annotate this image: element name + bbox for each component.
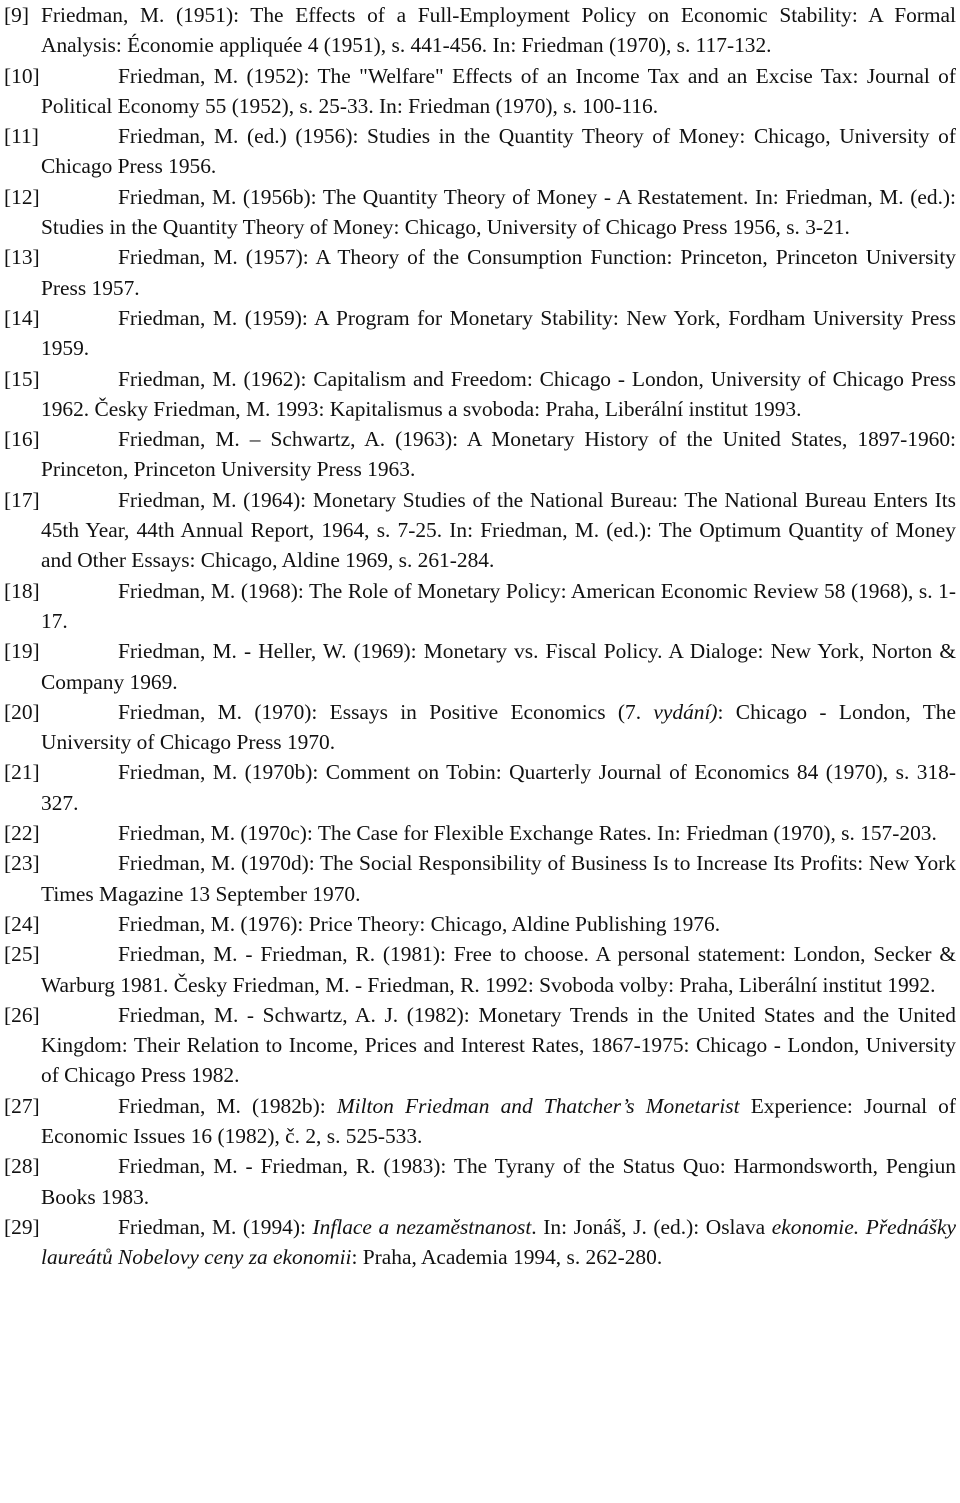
reference-item bbox=[4, 1212, 956, 1273]
reference-item bbox=[4, 1000, 956, 1091]
reference-text: Friedman, M. (1964): Monetary Studies of the National Bureau: The National Bureau Enters Its 45th Year, 44th Annual Report, 1964, s. 7-25. In: Friedman, M. (ed.): The Optimum Quantity of Money and Other Essays: Chicago, Aldine 1969, s. 261-284. bbox=[41, 487, 956, 573]
reference-text: Friedman, M. (ed.) (1956): Studies in the Quantity Theory of Money: Chicago, University of Chicago Press 1956. bbox=[41, 124, 956, 179]
reference-text: Friedman, M. (1959): A Program for Monetary Stability: New York, Fordham University Press 1959. bbox=[41, 305, 956, 361]
reference-number: [17] bbox=[4, 487, 40, 512]
reference-number: [18] bbox=[4, 578, 40, 603]
reference-item bbox=[4, 939, 956, 1000]
reference-text bbox=[41, 1215, 956, 1269]
reference-number: [22] bbox=[4, 821, 40, 846]
reference-text: Friedman, M. (1957): A Theory of the Consumption Function: Princeton, Princeton University Press 1957. bbox=[41, 245, 956, 300]
reference-text: Friedman, M. - Friedman, R. (1981): Free to choose. A personal statement: London, Secker & Warburg 1981. Česky Friedman, M. - Friedman, R. 1992: Svoboda volby: Praha, Liberální institut 1992. bbox=[41, 942, 956, 997]
reference-text-part: . In: Jonáš, J. (ed.): Oslava bbox=[531, 1214, 772, 1239]
reference-item bbox=[4, 636, 956, 697]
reference-item bbox=[4, 757, 956, 818]
reference-number: [11] bbox=[4, 124, 39, 149]
reference-text: Friedman, M. (1970d): The Social Responsibility of Business Is to Increase Its Profits: New York Times Magazine 13 September 1970. bbox=[41, 851, 956, 906]
reference-item bbox=[4, 1151, 956, 1212]
reference-text-part: : Praha, Academia 1994, s. 262-280. bbox=[351, 1245, 663, 1270]
reference-number: [26] bbox=[4, 1002, 40, 1027]
reference-text: Friedman, M. – Schwartz, A. (1963): A Monetary History of the United States, 1897-1960: Princeton, Princeton University Press 1963. bbox=[41, 427, 956, 482]
reference-number: [19] bbox=[4, 639, 40, 664]
reference-item bbox=[4, 818, 956, 848]
reference-text: Friedman, M. (1970c): The Case for Flexible Exchange Rates. In: Friedman (1970), s. 157-203. bbox=[118, 821, 937, 846]
reference-number: [14] bbox=[4, 305, 40, 330]
reference-text: Friedman, M. - Heller, W. (1969): Monetary vs. Fiscal Policy. A Dialoge: New York, Norton & Company 1969. bbox=[41, 639, 956, 694]
reference-text-italic: ekonomie. Přednášky laureátů Nobelovy ceny za ekonomii bbox=[41, 1214, 956, 1270]
reference-text bbox=[41, 700, 956, 754]
reference-item bbox=[4, 121, 956, 182]
reference-text-italic: vydání) bbox=[653, 699, 718, 724]
reference-number: [23] bbox=[4, 851, 40, 876]
reference-text: Friedman, M. (1951): The Effects of a Full-Employment Policy on Economic Stability: A Formal Analysis: Économie appliquée 4 (1951), s. 441-456. In: Friedman (1970), s. 117-132. bbox=[41, 3, 956, 58]
reference-text-italic: Milton Friedman and Thatcher’s Monetarist bbox=[336, 1093, 740, 1118]
reference-text-part: Friedman, M. (1970): Essays in Positive Economics (7. bbox=[118, 699, 654, 724]
reference-text: Friedman, M. (1956b): The Quantity Theory of Money - A Restatement. In: Friedman, M. (ed.): Studies in the Quantity Theory of Money: Chicago, University of Chicago Press 1956, s. 3-21. bbox=[41, 184, 956, 240]
reference-number: [16] bbox=[4, 427, 40, 452]
reference-text-part: : Chicago - London, The University of Chicago Press 1970. bbox=[41, 699, 956, 755]
reference-text-part: Friedman, M. (1982b): bbox=[118, 1093, 337, 1118]
reference-number: [15] bbox=[4, 366, 40, 391]
reference-text: Friedman, M. (1962): Capitalism and Freedom: Chicago - London, University of Chicago Press 1962. Česky Friedman, M. 1993: Kapitalismus a svoboda: Praha, Liberální institut 1993. bbox=[41, 366, 956, 421]
reference-text: Friedman, M. - Friedman, R. (1983): The Tyrany of the Status Quo: Harmondsworth, Pengiun Books 1983. bbox=[41, 1154, 956, 1209]
reference-number: [24] bbox=[4, 911, 40, 936]
reference-number: [25] bbox=[4, 942, 40, 967]
reference-number: [20] bbox=[4, 699, 40, 724]
reference-item bbox=[4, 61, 956, 122]
reference-number: [9] bbox=[4, 3, 29, 27]
reference-text-italic: Inflace a nezaměstnanost bbox=[312, 1214, 532, 1239]
reference-text: Friedman, M. (1976): Price Theory: Chicago, Aldine Publishing 1976. bbox=[118, 911, 721, 936]
reference-number: [13] bbox=[4, 245, 40, 270]
reference-item bbox=[4, 424, 956, 485]
reference-number: [21] bbox=[4, 760, 40, 785]
reference-item bbox=[4, 1091, 956, 1152]
reference-text-part: Experience: Journal of Economic Issues 16 (1982), č. 2, s. 525-533. bbox=[41, 1093, 956, 1148]
reference-list bbox=[4, 0, 956, 1272]
reference-text: Friedman, M. (1970b): Comment on Tobin: Quarterly Journal of Economics 84 (1970), s. 318-327. bbox=[41, 760, 956, 815]
reference-text: Friedman, M. (1968): The Role of Monetary Policy: American Economic Review 58 (1968), s. 1-17. bbox=[41, 578, 956, 633]
reference-text: Friedman, M. - Schwartz, A. J. (1982): Monetary Trends in the United States and the United Kingdom: Their Relation to Income, Prices and Interest Rates, 1867-1975: Chicago - London, University of Chicago Press 1982. bbox=[41, 1002, 956, 1088]
reference-item bbox=[4, 697, 956, 758]
reference-item bbox=[4, 485, 956, 576]
reference-number: [10] bbox=[4, 63, 40, 88]
reference-number: [27] bbox=[4, 1093, 40, 1118]
reference-number: [29] bbox=[4, 1214, 40, 1239]
reference-item bbox=[4, 576, 956, 637]
reference-text bbox=[41, 1094, 956, 1148]
reference-item bbox=[4, 364, 956, 425]
reference-item bbox=[4, 182, 956, 243]
reference-text: Friedman, M. (1952): The "Welfare" Effects of an Income Tax and an Excise Tax: Journal of Political Economy 55 (1952), s. 25-33. In: Friedman (1970), s. 100-116. bbox=[41, 63, 956, 118]
reference-item bbox=[4, 303, 956, 364]
reference-number: [28] bbox=[4, 1154, 40, 1179]
reference-text-part: Friedman, M. (1994): bbox=[118, 1214, 313, 1239]
reference-item bbox=[4, 909, 956, 939]
reference-number: [12] bbox=[4, 184, 40, 209]
reference-item bbox=[4, 242, 956, 303]
reference-item bbox=[4, 0, 956, 61]
reference-item bbox=[4, 848, 956, 909]
